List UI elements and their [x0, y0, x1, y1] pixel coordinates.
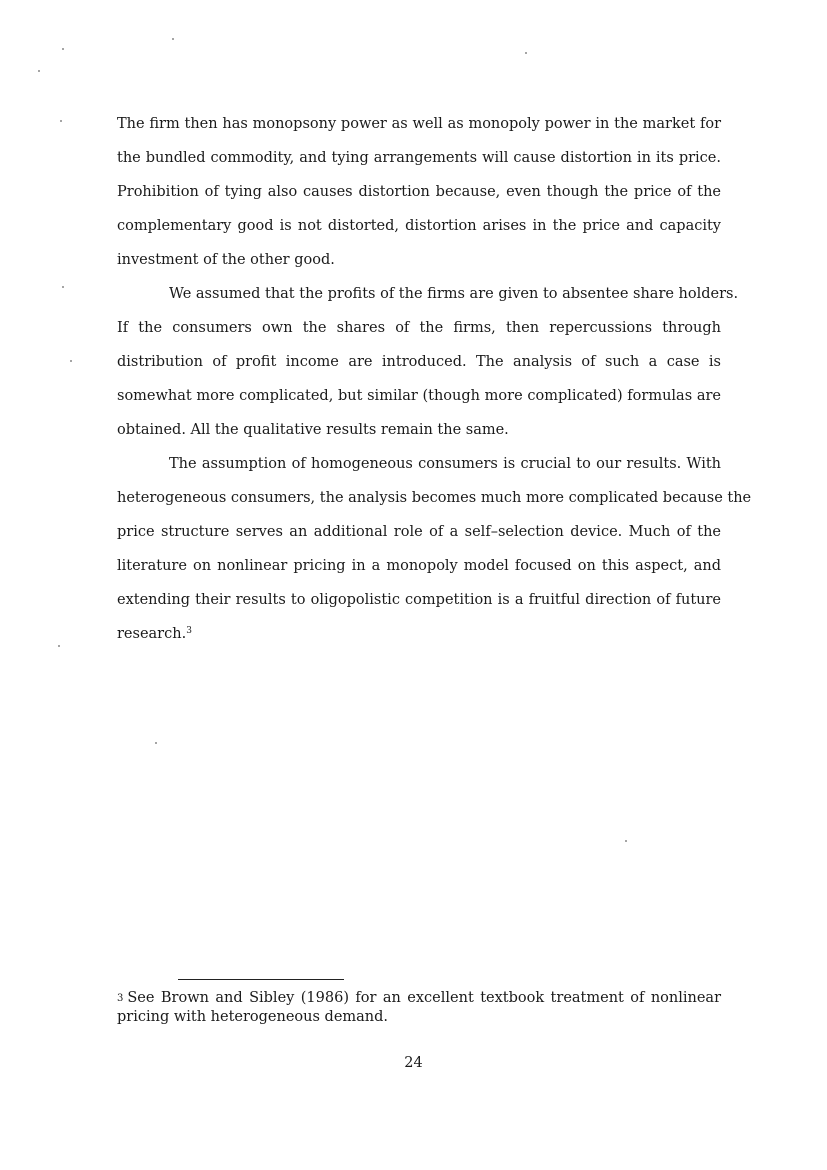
paragraph-2 — [117, 277, 739, 447]
scan-speck — [38, 70, 40, 72]
text-line: literature on nonlinear pricing in a monopoly model focused on this aspect, and — [117, 558, 721, 574]
scan-speck — [625, 840, 627, 842]
footnote-reference[interactable]: 3 — [186, 626, 192, 636]
scan-speck — [58, 645, 60, 647]
page-number: 24 — [404, 1055, 423, 1071]
text-line: If the consumers own the shares of the firms, then repercussions through — [117, 320, 721, 336]
scan-speck — [155, 742, 157, 744]
text-line: distribution of profit income are introduced. The analysis of such a case is — [117, 354, 721, 370]
scan-speck — [70, 360, 72, 362]
text-line-content: research. — [117, 626, 187, 642]
footnote — [117, 989, 721, 1027]
scan-speck — [60, 120, 62, 122]
text-line: the bundled commodity, and tying arrangements will cause distortion in its price. — [117, 150, 721, 166]
footnote-line — [117, 989, 721, 1008]
body-text — [117, 107, 752, 651]
text-line: obtained. All the qualitative results remain the same. — [117, 422, 509, 438]
text-line: price structure serves an additional role of a self–selection device. Much of the — [117, 524, 721, 540]
footnote-text: See Brown and Sibley (1986) for an excellent textbook treatment of nonlinear — [127, 990, 721, 1006]
scan-speck — [525, 52, 527, 54]
scan-speck — [172, 38, 174, 40]
paragraph-3 — [117, 447, 752, 651]
scan-speck — [62, 48, 64, 50]
text-line: The assumption of homogeneous consumers is crucial to our results. With — [169, 456, 721, 472]
text-line: Prohibition of tying also causes distortion because, even though the price of the — [117, 184, 721, 200]
paragraph-1 — [117, 107, 721, 277]
scan-speck — [62, 286, 64, 288]
footnote-line: pricing with heterogeneous demand. — [117, 1009, 389, 1025]
text-line: investment of the other good. — [117, 252, 335, 268]
text-line: The firm then has monopsony power as well as monopoly power in the market for — [117, 116, 721, 132]
text-line: extending their results to oligopolistic competition is a fruitful direction of future — [117, 592, 721, 608]
footnote-mark: 3 — [117, 993, 124, 1004]
footnote-separator — [178, 979, 344, 980]
text-line: complementary good is not distorted, distortion arises in the price and capacity — [117, 218, 721, 234]
text-line — [117, 617, 721, 651]
text-line: heterogeneous consumers, the analysis becomes much more complicated because the — [117, 490, 752, 506]
text-line: somewhat more complicated, but similar (though more complicated) formulas are — [117, 388, 721, 404]
text-line: We assumed that the profits of the firms are given to absentee share holders. — [169, 286, 739, 302]
